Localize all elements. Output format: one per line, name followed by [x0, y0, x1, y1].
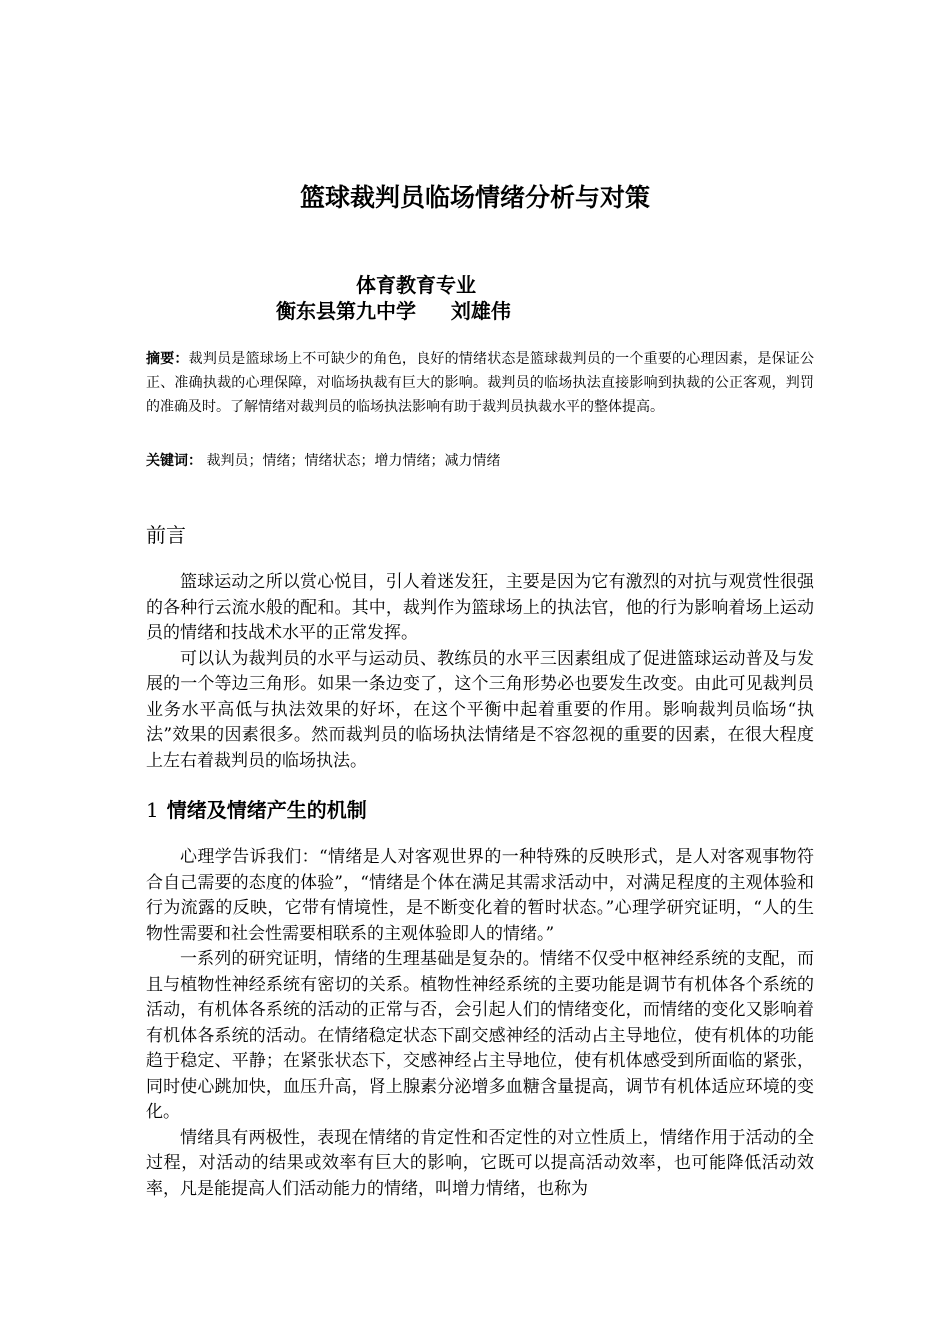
section-1-heading — [146, 795, 367, 825]
author-school: 衡东县第九中学 — [276, 299, 416, 323]
section-1-number: 1 — [146, 798, 159, 822]
preface-paragraph-1: 篮球运动之所以赏心悦目，引人着迷发狂，主要是因为它有激烈的对抗与观赏性很强的各种行云流水般的配和。其中，裁判作为篮球场上的执法官，他的行为影响着场上运动员的情绪和技战术水平的正常发挥。 — [146, 572, 814, 643]
section-1-paragraph-3: 情绪具有两极性，表现在情绪的肯定性和否定性的对立性质上，情绪作用于活动的全过程，对活动的结果或效率有巨大的影响，它既可以提高活动效率，也可能降低活动效率，凡是能提高人们活动能力的情绪，叫增力情绪，也称为 — [146, 1127, 814, 1199]
preface-paragraph-2: 可以认为裁判员的水平与运动员、教练员的水平三因素组成了促进篮球运动普及与发展的一个等边三角形。如果一条边变了，这个三角形势必也要发生改变。由此可见裁判员业务水平高低与执法效果的好坏，在这个平衡中起着重要的作用。影响裁判员临场“执法”效果的因素很多。然而裁判员的临场执法情绪是不容忽视的重要的因素，在很大程度上左右着裁判员的临场执法。 — [146, 648, 814, 771]
section-1-body — [146, 845, 814, 1202]
abstract-label: 摘要： — [146, 351, 189, 367]
section-1-paragraph-2: 一系列的研究证明，情绪的生理基础是复杂的。情绪不仅受中枢神经系统的支配，而且与植物性神经系统有密切的关系。植物性神经系统的主要功能是调节有机体各个系统的活动，有机体各系统的活动的正常与否，会引起人们的情绪变化，而情绪的变化又影响着有机体各系统的活动。在情绪稳定状态下副交感神经的活动占主导地位，使有机体的功能趋于稳定、平静；在紧张状态下，交感神经占主导地位，使有机体感受到所面临的紧张，同时使心跳加快，血压升高，肾上腺素分泌增多血糖含量提高，调节有机体适应环境的变化。 — [146, 949, 814, 1122]
author-name: 刘雄伟 — [450, 299, 511, 323]
keywords — [146, 449, 814, 473]
author-major: 体育教育专业 — [356, 273, 476, 297]
section-1-title: 情绪及情绪产生的机制 — [166, 798, 367, 822]
abstract — [146, 347, 814, 419]
section-1-paragraph-1: 心理学告诉我们：“情绪是人对客观世界的一种特殊的反映形式，是人对客观事物符合自己需要的态度的体验”，“情绪是个体在满足其需求活动中，对满足程度的主观体验和行为流露的反映，它带有情境性，是不断变化着的暂时状态。”心理学研究证明，“人的生物性需要和社会性需要相联系的主观体验即人的情绪。” — [146, 847, 814, 944]
keywords-text: 裁判员；情绪；情绪状态；增力情绪；减力情绪 — [206, 453, 501, 469]
author-line — [276, 298, 511, 324]
keywords-label: 关键词： — [146, 453, 202, 469]
document-title: 篮球裁判员临场情绪分析与对策 — [299, 183, 650, 212]
abstract-text: 裁判员是篮球场上不可缺少的角色，良好的情绪状态是篮球裁判员的一个重要的心理因素，是保证公正、准确执裁的心理保障，对临场执裁有巨大的影响。裁判员的临场执法直接影响到执裁的公正客观，判罚的准确及时。了解情绪对裁判员的临场执法影响有助于裁判员执裁水平的整体提高。 — [146, 351, 815, 415]
preface-body — [146, 570, 814, 774]
preface-heading: 前言 — [146, 523, 186, 547]
